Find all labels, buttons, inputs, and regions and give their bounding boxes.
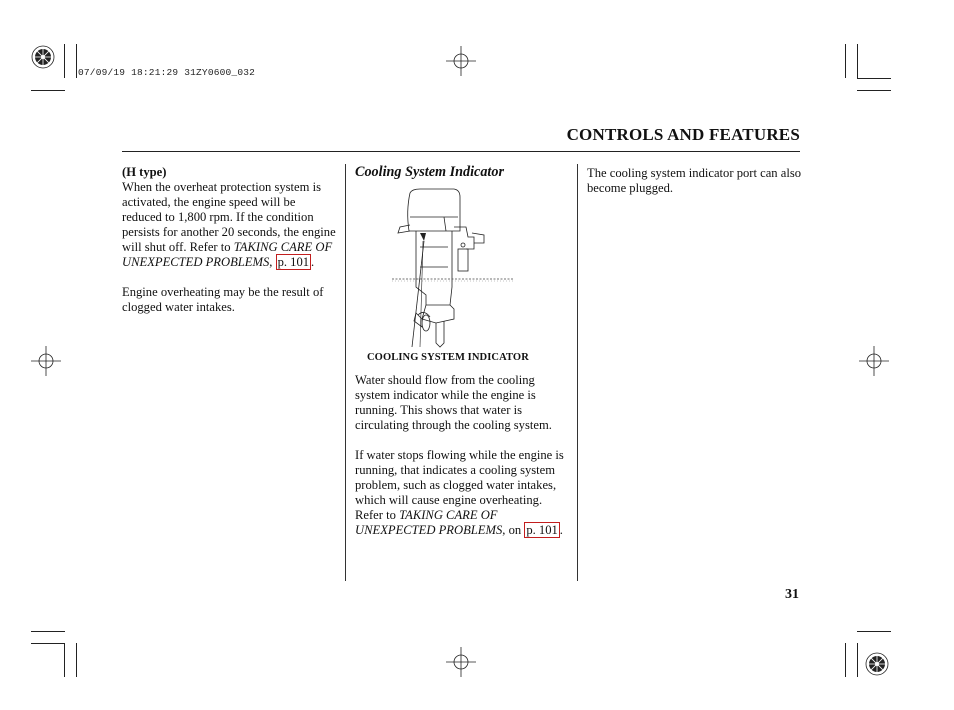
print-stamp: 07/09/19 18:21:29 31ZY0600_032 bbox=[78, 67, 256, 78]
refer-prefix: Refer to bbox=[189, 240, 234, 254]
page-link-101[interactable]: p. 101 bbox=[277, 255, 310, 269]
middle-column bbox=[355, 165, 569, 180]
sunburst-mark-icon bbox=[31, 45, 55, 69]
figure-caption: COOLING SYSTEM INDICATOR bbox=[367, 352, 529, 363]
water-stops-text: If water stops flowing while the engine is running, that indicates a cooling system problem, such as clogged water intakes, which will cause engine overheating. Refer to bbox=[355, 448, 564, 522]
reference-title: TAKING CARE OF UNEXPECTED PROBLEMS bbox=[122, 240, 333, 269]
sunburst-mark-icon bbox=[865, 652, 889, 676]
type-label: (H type) bbox=[122, 165, 167, 179]
section-title: CONTROLS AND FEATURES bbox=[566, 125, 800, 144]
indicator-plugged-paragraph: The cooling system indicator port can also become plugged. bbox=[587, 166, 802, 195]
header-rule bbox=[122, 151, 800, 152]
registration-target-icon bbox=[446, 647, 476, 677]
page-number: 31 bbox=[785, 587, 799, 602]
left-column bbox=[122, 165, 338, 315]
overheat-paragraph bbox=[122, 180, 338, 270]
reference-end: . bbox=[559, 523, 563, 537]
middle-column-body bbox=[355, 373, 569, 538]
reference-title: TAKING CARE OF UNEXPECTED PROBLEMS bbox=[355, 508, 503, 537]
outboard-engine-illustration bbox=[392, 187, 517, 349]
reference-separator: , bbox=[269, 255, 276, 269]
water-flow-paragraph: Water should flow from the cooling system indicator while the engine is running. This shows that water is circulating through the cooling system. bbox=[355, 373, 552, 432]
reference-mid: , on bbox=[502, 523, 525, 537]
clogged-intakes-paragraph: Engine overheating may be the result of clogged water intakes. bbox=[122, 285, 324, 314]
registration-target-icon bbox=[446, 46, 476, 76]
registration-target-icon bbox=[859, 346, 889, 376]
right-column bbox=[587, 166, 802, 196]
column-divider bbox=[345, 164, 346, 581]
water-stops-paragraph bbox=[355, 448, 569, 538]
overheat-text: When the overheat protection system is activated, the engine speed will be reduced to 1,800 rpm. If the condition persists for another 20 seconds, the engine will shut off. bbox=[122, 180, 336, 254]
cooling-indicator-heading: Cooling System Indicator bbox=[355, 164, 504, 180]
registration-target-icon bbox=[31, 346, 61, 376]
reference-end: . bbox=[311, 255, 315, 269]
column-divider bbox=[577, 164, 578, 581]
page-link-101[interactable]: p. 101 bbox=[526, 523, 558, 537]
